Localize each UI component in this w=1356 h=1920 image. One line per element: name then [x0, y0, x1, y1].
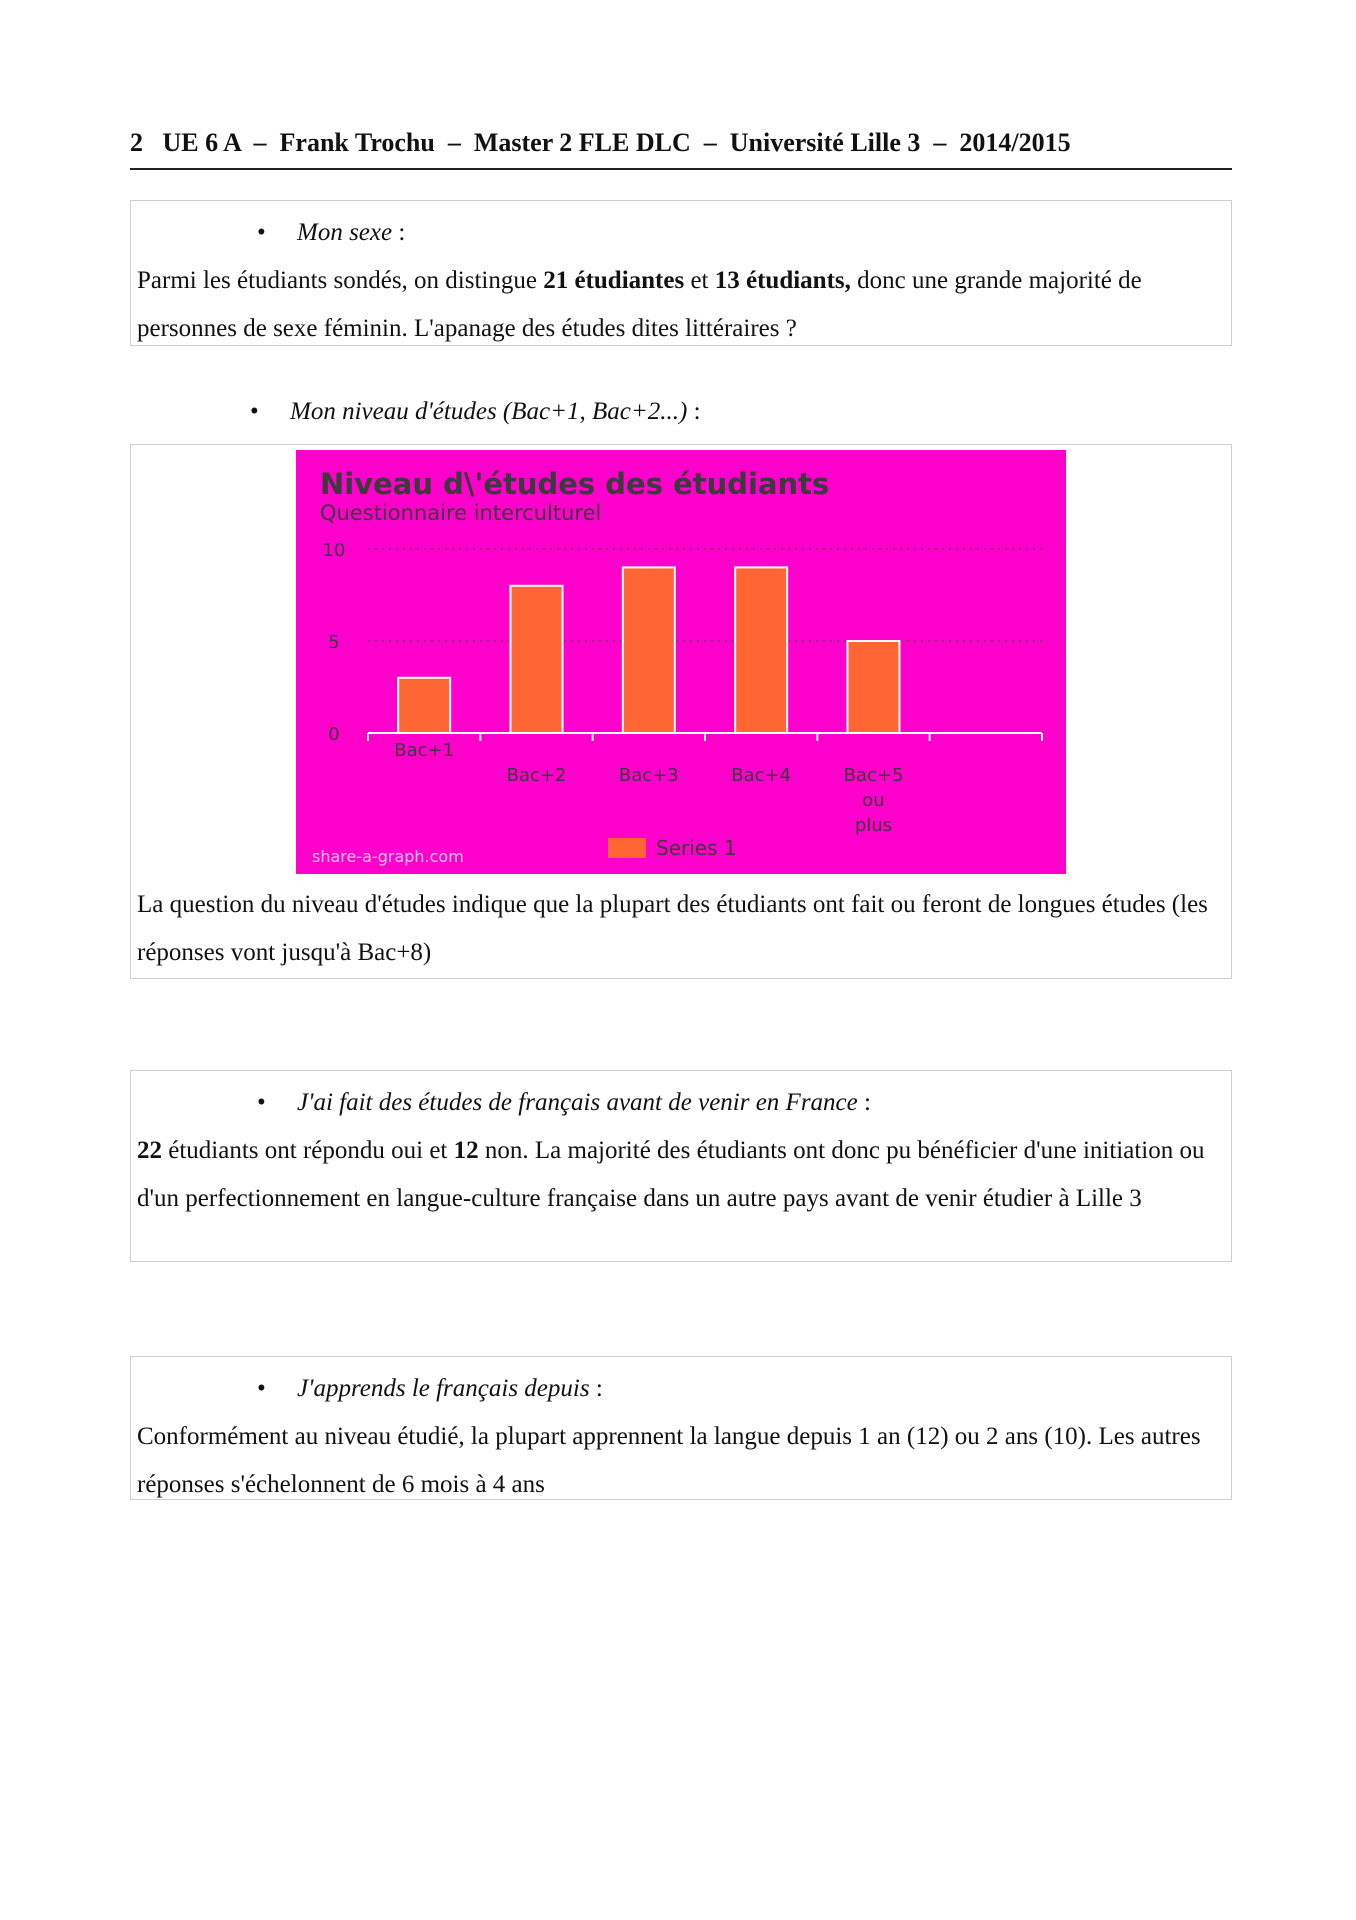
- text-span: étudiants ont répondu oui et: [162, 1137, 454, 1164]
- colon: :: [687, 398, 701, 425]
- section-title: J'apprends le français depuis: [297, 1375, 590, 1402]
- colon: :: [857, 1089, 871, 1116]
- colon: :: [392, 219, 406, 246]
- text-span: donc une grande majorité de personnes de sexe féminin. L'apanage des études dites littéraires ?: [137, 267, 1142, 342]
- section-sex: [130, 200, 1232, 346]
- program-name: Master 2 FLE DLC: [473, 128, 691, 157]
- bar: [511, 586, 563, 733]
- section-title: Mon sexe: [297, 219, 393, 246]
- author-name: Frank Trochu: [279, 128, 435, 157]
- chart-svg: [296, 450, 1066, 874]
- chart-watermark: share-a-graph.com: [312, 847, 464, 866]
- academic-year: 2014/2015: [959, 128, 1071, 157]
- legend-swatch: [608, 838, 646, 858]
- section-sex-heading: [137, 209, 1225, 257]
- count-male: 13 étudiants,: [714, 267, 851, 294]
- bullet-icon: •: [257, 1089, 266, 1116]
- x-tick-label: Bac+3: [618, 765, 679, 786]
- text-span: Parmi les étudiants sondés, on distingue: [137, 267, 544, 294]
- x-tick-label: Bac+4: [731, 765, 792, 786]
- section-duration-heading: [137, 1365, 1225, 1413]
- bar: [735, 567, 787, 733]
- text-span: et: [684, 267, 715, 294]
- text-span: non. La majorité des étudiants ont donc pu bénéficier d'une initiation ou d'un perfectionnement en langue-culture française dans un autre pays avant de venir étudier à Lille 3: [137, 1137, 1205, 1212]
- section-duration-text: Conformément au niveau étudié, la plupart apprennent la langue depuis 1 an (12) ou 2 ans (10). Les autres réponses s'échelonnent de 6 mois à 4 ans: [137, 1423, 1201, 1498]
- bar-chart: [296, 450, 1066, 874]
- course-code: UE 6 A: [162, 128, 241, 157]
- bar: [848, 641, 900, 733]
- section-level-caption: La question du niveau d'études indique que la plupart des étudiants ont fait ou feront de longues études (les réponses vont jusqu'à Bac+8): [137, 891, 1208, 966]
- legend-label: Series 1: [656, 836, 737, 860]
- section-level-heading: [250, 388, 701, 436]
- bullet-icon: •: [250, 398, 259, 425]
- section-prior-study: [130, 1070, 1232, 1262]
- section-sex-text: [137, 257, 1225, 353]
- chart-subtitle: Questionnaire interculturel: [320, 501, 602, 525]
- count-yes: 22: [137, 1137, 162, 1164]
- count-no: 12: [453, 1137, 479, 1164]
- bullet-icon: •: [257, 219, 266, 246]
- bar: [623, 567, 675, 733]
- section-prior-heading: [137, 1079, 1225, 1127]
- bullet-icon: •: [257, 1375, 266, 1402]
- y-tick-label: 10: [322, 540, 346, 561]
- section-title: Mon niveau d'études (Bac+1, Bac+2...): [290, 398, 688, 425]
- university-name: Université Lille 3: [729, 128, 921, 157]
- x-tick-label: Bac+5 ou plus: [843, 765, 904, 836]
- section-learning-duration: [130, 1356, 1232, 1500]
- x-tick-label: Bac+1: [394, 740, 455, 761]
- bar: [398, 678, 450, 733]
- page-number: 2: [130, 128, 143, 157]
- y-tick-label: 5: [328, 632, 340, 653]
- count-female: 21 étudiantes: [543, 267, 685, 294]
- section-title: J'ai fait des études de français avant de venir en France: [297, 1089, 858, 1116]
- page-header: 2 UE 6 A – Frank Trochu – Master 2 FLE DLC – Université Lille 3 – 2014/2015: [130, 128, 1232, 170]
- chart-title: Niveau d\'études des étudiants: [320, 467, 830, 501]
- section-prior-text: [137, 1127, 1225, 1223]
- x-tick-label: Bac+2: [506, 765, 567, 786]
- colon: :: [589, 1375, 603, 1402]
- y-tick-label: 0: [328, 724, 340, 745]
